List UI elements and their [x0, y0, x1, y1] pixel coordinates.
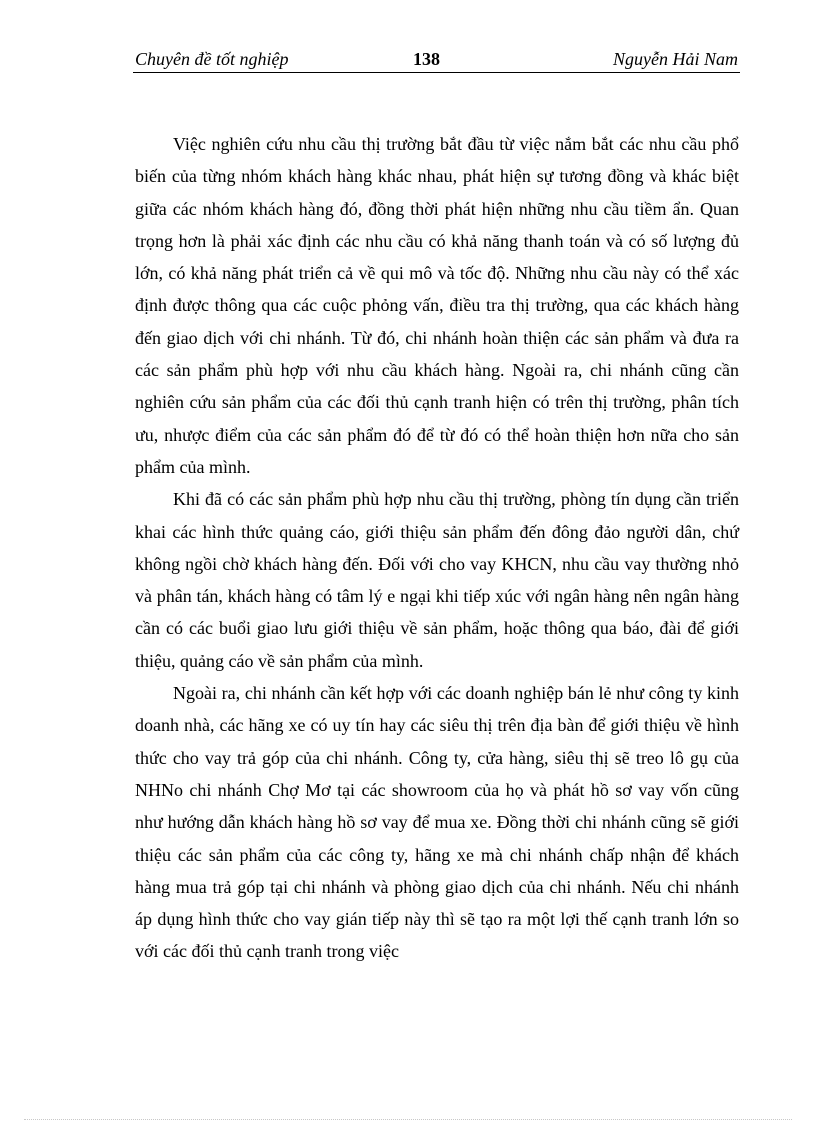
paragraph-advertising: Khi đã có các sản phẩm phù hợp nhu cầu thị trường, phòng tín dụng cần triển khai các hình thức quảng cáo, giới thiệu sản phẩm đến đông đảo người dân, chứ không ngồi chờ khách hàng đến. Đối với cho vay KHCN, nhu cầu vay thường nhỏ và phân tán, khách hàng có tâm lý e ngại khi tiếp xúc với ngân hàng nên ngân hàng cần có các buổi giao lưu giới thiệu về sản phẩm, hoặc thông qua báo, đài để giới thiệu, quảng cáo về sản phẩm của mình. — [135, 489, 739, 671]
document-body — [135, 128, 739, 968]
header-document-title: Chuyên đề tốt nghiệp — [135, 49, 289, 69]
footer-dotted-rule — [24, 1119, 792, 1120]
page-header — [133, 48, 740, 73]
paragraph-market-research: Việc nghiên cứu nhu cầu thị trường bắt đầu từ việc nắm bắt các nhu cầu phổ biến của từng nhóm khách hàng khác nhau, phát hiện sự tương đồng và khác biệt giữa các nhóm khách hàng đó, đồng thời phát hiện những nhu cầu tiềm ẩn. Quan trọng hơn là phải xác định các nhu cầu có khả năng thanh toán và có số lượng đủ lớn, có khả năng phát triển cả về qui mô và tốc độ. Những nhu cầu này có thể xác định được thông qua các cuộc phỏng vấn, điều tra thị trường, qua các khách hàng đến giao dịch với chi nhánh. Từ đó, chi nhánh hoàn thiện các sản phẩm và đưa ra các sản phẩm phù hợp với nhu cầu khách hàng. Ngoài ra, chi nhánh cũng cần nghiên cứu sản phẩm của các đối thủ cạnh tranh hiện có trên thị trường, phân tích ưu, nhược điểm của các sản phẩm đó để từ đó có thể hoàn thiện hơn nữa cho sản phẩm của mình. — [135, 134, 739, 477]
header-page-number: 138 — [413, 49, 440, 69]
paragraph-retail-partnership: Ngoài ra, chi nhánh cần kết hợp với các doanh nghiệp bán lẻ như công ty kinh doanh nhà, các hãng xe có uy tín hay các siêu thị trên địa bàn để giới thiệu về hình thức cho vay trả góp của chi nhánh. Công ty, cửa hàng, siêu thị sẽ treo lô gụ của NHNo chi nhánh Chợ Mơ tại các showroom của họ và phát hồ sơ vay vốn cũng như hướng dẫn khách hàng hồ sơ vay để mua xe. Đồng thời chi nhánh cũng sẽ giới thiệu các sản phẩm của các công ty, hãng xe mà chi nhánh chấp nhận để khách hàng mua trả góp tại chi nhánh và phòng giao dịch của chi nhánh. Nếu chi nhánh áp dụng hình thức cho vay gián tiếp này thì sẽ tạo ra một lợi thế cạnh tranh lớn so với các đối thủ cạnh tranh trong việc — [135, 683, 739, 962]
header-author-name: Nguyễn Hải Nam — [613, 49, 738, 69]
